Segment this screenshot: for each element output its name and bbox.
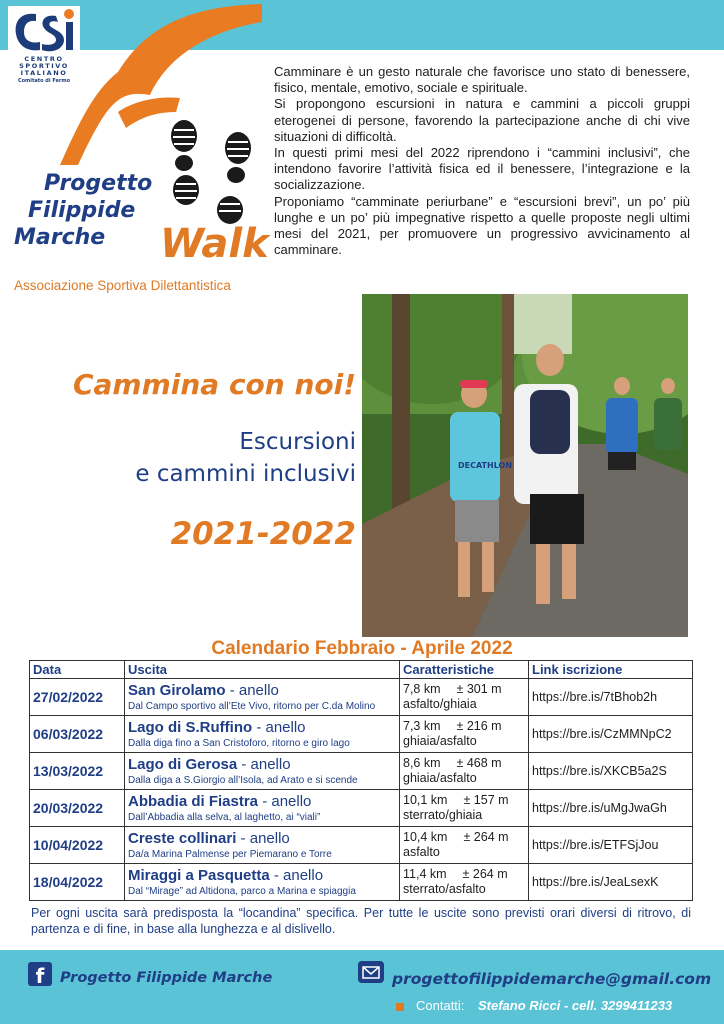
exit-name: Creste collinari xyxy=(128,830,237,847)
exit-description: Dalla diga fino a San Cristoforo, ritorno e giro lago xyxy=(128,738,350,749)
distance: 10,1 km xyxy=(403,793,448,807)
column-header: Uscita xyxy=(125,661,400,679)
exit-cell xyxy=(125,864,400,901)
exit-cell xyxy=(125,827,400,864)
project-name-line: Marche xyxy=(14,225,106,250)
registration-link[interactable]: https://bre.is/JeaLsexK xyxy=(529,864,693,901)
exit-type: - anello xyxy=(237,756,291,773)
intro-text xyxy=(274,64,690,258)
exit-description: Dall’Abbadia alla selva, al laghetto, ai “viali” xyxy=(128,812,321,823)
elevation: ± 216 m xyxy=(456,719,502,733)
registration-link[interactable]: https://bre.is/CzMMNpC2 xyxy=(529,716,693,753)
contact-label: Contatti: xyxy=(416,998,465,1013)
contact-value: Stefano Ricci - cell. 3299411233 xyxy=(478,998,673,1013)
surface: ghiaia/asfalto xyxy=(403,771,477,785)
facebook-icon[interactable]: f xyxy=(28,962,52,986)
exit-type: - anello xyxy=(252,719,306,736)
exit-description: Da/a Marina Palmense per Piemarano e Torre xyxy=(128,849,332,860)
intro-paragraph: In questi primi mesi del 2022 riprendono i “cammini inclusivi”, che intendono favorire l’attività fisica ed il benessere, l’integrazione e la socializzazione. xyxy=(274,145,690,193)
column-header: Link iscrizione xyxy=(529,661,693,679)
registration-link[interactable]: https://bre.is/7tBhob2h xyxy=(529,679,693,716)
subtitle xyxy=(30,426,356,490)
distance: 7,3 km xyxy=(403,719,441,733)
characteristics-cell xyxy=(400,790,529,827)
exit-name: Miraggi a Pasquetta xyxy=(128,867,270,884)
table-row xyxy=(30,716,693,753)
distance: 10,4 km xyxy=(403,830,448,844)
intro-paragraph: Si propongono escursioni in natura e cammini a piccoli gruppi eterogenei di persone, favorendo la partecipazione anche di chi vive situazioni di difficoltà. xyxy=(274,96,690,144)
distance: 7,8 km xyxy=(403,682,441,696)
csi-text-line: ITALIANO xyxy=(20,69,68,77)
exit-description: Dalla diga a S.Giorgio all’Isola, ad Arato e si scende xyxy=(128,775,358,786)
table-row xyxy=(30,753,693,790)
exit-cell xyxy=(125,679,400,716)
calendar-title: Calendario Febbraio - Aprile 2022 xyxy=(211,638,513,659)
exit-name: Abbadia di Fiastra xyxy=(128,793,259,810)
mail-icon[interactable] xyxy=(358,961,384,983)
characteristics-cell xyxy=(400,716,529,753)
registration-link[interactable]: https://bre.is/XKCB5a2S xyxy=(529,753,693,790)
characteristics-cell xyxy=(400,679,529,716)
shirt-label: DECATHLON xyxy=(458,461,513,470)
characteristics-cell xyxy=(400,864,529,901)
table-row xyxy=(30,679,693,716)
email-link[interactable]: progettofilippidemarche@gmail.com xyxy=(392,970,712,988)
calendar-body xyxy=(30,679,693,901)
surface: sterrato/ghiaia xyxy=(403,808,483,822)
intro-paragraph: Camminare è un gesto naturale che favorisce uno stato di benessere, fisico, mentale, emotivo, sociale e spirituale. xyxy=(274,64,690,96)
subtitle-line: e cammini inclusivi xyxy=(135,461,356,487)
exit-type: - anello xyxy=(236,830,290,847)
footprints-icon xyxy=(160,118,260,233)
surface: sterrato/asfalto xyxy=(403,882,486,896)
years-title: 2021-2022 xyxy=(170,516,356,552)
characteristics-cell xyxy=(400,827,529,864)
exit-type: - anello xyxy=(269,867,324,884)
calendar-note: Per ogni uscita sarà predisposta la “locandina” specifica. Per tutte le uscite sono previsti orari diversi di ritrovo, di partenza e di fine, in base alla lunghezza e al dislivello. xyxy=(31,906,691,936)
surface: asfalto/ghiaia xyxy=(403,697,477,711)
date-cell: 18/04/2022 xyxy=(30,864,125,901)
characteristics-cell xyxy=(400,753,529,790)
walk-logo-text: Walk xyxy=(160,221,269,267)
column-header: Data xyxy=(30,661,125,679)
csi-logo-icon xyxy=(12,8,76,54)
date-cell: 13/03/2022 xyxy=(30,753,125,790)
registration-link[interactable]: https://bre.is/uMgJwaGh xyxy=(529,790,693,827)
exit-cell xyxy=(125,716,400,753)
exit-description: Dal Campo sportivo all’Ete Vivo, ritorno per C.da Molino xyxy=(128,701,376,712)
walkers-photo xyxy=(362,294,688,637)
date-cell: 20/03/2022 xyxy=(30,790,125,827)
date-cell: 10/04/2022 xyxy=(30,827,125,864)
csi-text-line: CENTRO xyxy=(24,55,64,63)
registration-link[interactable]: https://bre.is/ETFSjJou xyxy=(529,827,693,864)
table-row xyxy=(30,827,693,864)
project-name-line: Progetto xyxy=(44,171,153,196)
exit-cell xyxy=(125,790,400,827)
project-name xyxy=(14,170,164,251)
surface: asfalto xyxy=(403,845,440,859)
elevation: ± 301 m xyxy=(456,682,502,696)
date-cell: 06/03/2022 xyxy=(30,716,125,753)
elevation: ± 264 m xyxy=(462,867,508,881)
exit-type: - anello xyxy=(258,793,312,810)
column-header: Caratteristiche xyxy=(400,661,529,679)
calendar-table xyxy=(29,660,693,901)
bullet-square xyxy=(396,1003,404,1011)
facebook-page-link[interactable]: Progetto Filippide Marche xyxy=(60,970,273,986)
exit-name: Lago di S.Ruffino xyxy=(128,719,253,736)
exit-cell xyxy=(125,753,400,790)
csi-text-line: SPORTIVO xyxy=(19,62,69,70)
intro-paragraph: Proponiamo “camminate periurbane” e “escursioni brevi”, un po’ più lunghe e un po’ più impegnative rispetto a quelle proposte negli ultimi mesi del 2021, per promuovere un progressivo avvicinamento al camminare. xyxy=(274,193,690,258)
exit-description: Dal “Mirage” ad Altidona, parco a Marina e spiaggia xyxy=(128,886,356,897)
elevation: ± 468 m xyxy=(456,756,502,770)
slogan: Cammina con noi! xyxy=(72,368,356,401)
exit-name: Lago di Gerosa xyxy=(128,756,238,773)
table-header-row xyxy=(30,661,693,679)
association-label: Associazione Sportiva Dilettantistica xyxy=(14,278,231,293)
distance: 11,4 km xyxy=(403,867,447,881)
subtitle-line: Escursioni xyxy=(239,429,356,455)
distance: 8,6 km xyxy=(403,756,441,770)
table-row xyxy=(30,790,693,827)
surface: ghiaia/asfalto xyxy=(403,734,477,748)
table-row xyxy=(30,864,693,901)
csi-committee: Comitato di Fermo xyxy=(17,78,71,84)
exit-type: - anello xyxy=(225,682,279,699)
elevation: ± 264 m xyxy=(463,830,509,844)
date-cell: 27/02/2022 xyxy=(30,679,125,716)
exit-name: San Girolamo xyxy=(128,682,226,699)
project-name-line: Filippide xyxy=(28,198,136,223)
elevation: ± 157 m xyxy=(463,793,509,807)
